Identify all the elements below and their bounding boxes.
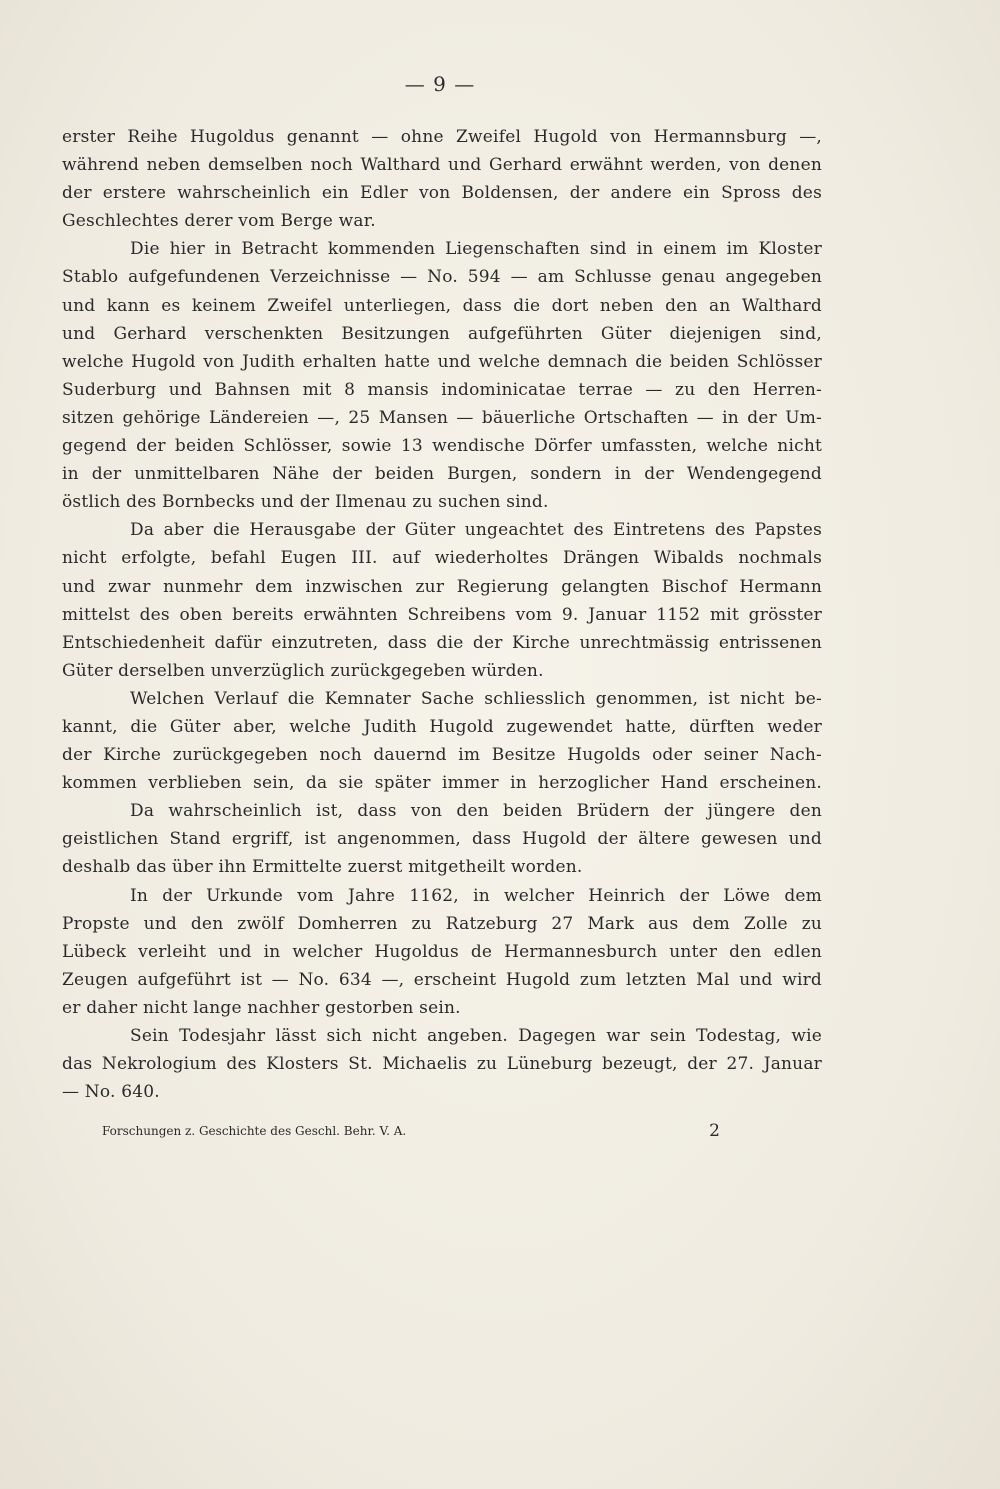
text-line: kommen verblieben sein, da sie später immer in herzoglicher Hand erscheinen. — [62, 773, 822, 794]
text-line: welche Hugold von Judith erhalten hatte und welche demnach die beiden Schlösser — [62, 351, 822, 372]
text-line: Die hier in Betracht kommenden Liegenschaften sind in einem im Kloster — [130, 239, 822, 260]
text-line: Sein Todesjahr lässt sich nicht angeben. Dagegen war sein Todestag, wie — [130, 1026, 822, 1046]
text-line: In der Urkunde vom Jahre 1162, in welcher Heinrich der Löwe dem — [130, 885, 822, 906]
text-line: — No. 640. — [62, 1082, 160, 1103]
text-line: und zwar nunmehr dem inzwischen zur Regierung gelangten Bischof Hermann — [62, 576, 822, 597]
text-line: Da aber die Herausgabe der Güter ungeachtet des Eintretens des Papstes — [130, 520, 822, 541]
text-line: der Kirche zurückgegeben noch dauernd im Besitze Hugolds oder seiner Nach- — [62, 745, 822, 766]
text-line: sitzen gehörige Ländereien —, 25 Mansen — bäuerliche Ortschaften — in der Um- — [62, 407, 822, 428]
text-line: und Gerhard verschenkten Besitzungen aufgeführten Güter diejenigen sind, — [62, 323, 822, 344]
text-line: Welchen Verlauf die Kemnater Sache schliesslich genommen, ist nicht be- — [130, 688, 822, 709]
text-line: der erstere wahrscheinlich ein Edler von Boldensen, der andere ein Spross des — [62, 183, 822, 204]
text-line: östlich des Bornbecks und der Ilmenau zu suchen sind. — [62, 492, 549, 513]
text-line: Zeugen aufgeführt ist — No. 634 —, erscheint Hugold zum letzten Mal und wird — [62, 969, 822, 990]
text-line: Lübeck verleiht und in welcher Hugoldus de Hermannesburch unter den edlen — [62, 941, 822, 962]
text-line: und kann es keinem Zweifel unterliegen, dass die dort neben den an Walthard — [62, 295, 822, 316]
text-line: geistlichen Stand ergriff, ist angenommen, dass Hugold der ältere gewesen und — [62, 829, 822, 850]
text-line: erster Reihe Hugoldus genannt — ohne Zweifel Hugold von Hermannsburg —, — [62, 127, 822, 147]
text-line: Geschlechtes derer vom Berge war. — [62, 211, 376, 232]
text-line: kannt, die Güter aber, welche Judith Hugold zugewendet hatte, dürften weder — [62, 716, 822, 737]
footer — [102, 1121, 720, 1141]
text-line: mittelst des oben bereits erwähnten Schreibens vom 9. Januar 1152 mit grösster — [62, 604, 822, 625]
text-line: das Nekrologium des Klosters St. Michaelis zu Lüneburg bezeugt, der 27. Januar — [62, 1054, 822, 1075]
text-line: Stablo aufgefundenen Verzeichnisse — No. 594 — am Schlusse genau angegeben — [62, 267, 822, 288]
page-number: — 9 — — [404, 72, 476, 96]
text-line: während neben demselben noch Walthard und Gerhard erwähnt werden, von denen — [62, 155, 822, 176]
text-line: in der unmittelbaren Nähe der beiden Burgen, sondern in der Wendengegend — [62, 464, 822, 485]
footer-series-title: Forschungen z. Geschichte des Geschl. Behr. V. A. — [102, 1124, 407, 1138]
text-line: nicht erfolgte, befahl Eugen III. auf wiederholtes Drängen Wibalds nochmals — [62, 548, 822, 569]
text-line: deshalb das über ihn Ermittelte zuerst mitgetheilt worden. — [62, 857, 583, 878]
signature-mark: 2 — [709, 1121, 720, 1141]
text-line: Propste und den zwölf Domherren zu Ratzeburg 27 Mark aus dem Zolle zu — [62, 913, 822, 934]
text-line: er daher nicht lange nachher gestorben sein. — [62, 997, 461, 1018]
text-line: Güter derselben unverzüglich zurückgegeben würden. — [62, 660, 544, 681]
body-text — [62, 123, 822, 1106]
text-line: gegend der beiden Schlösser, sowie 13 wendische Dörfer umfassten, welche nicht — [62, 436, 822, 457]
text-line: Entschiedenheit dafür einzutreten, dass die der Kirche unrechtmässig entrissenen — [62, 632, 822, 653]
text-line: Suderburg und Bahnsen mit 8 mansis indominicatae terrae — zu den Herren- — [62, 379, 822, 400]
text-line: Da wahrscheinlich ist, dass von den beiden Brüdern der jüngere den — [130, 801, 822, 822]
